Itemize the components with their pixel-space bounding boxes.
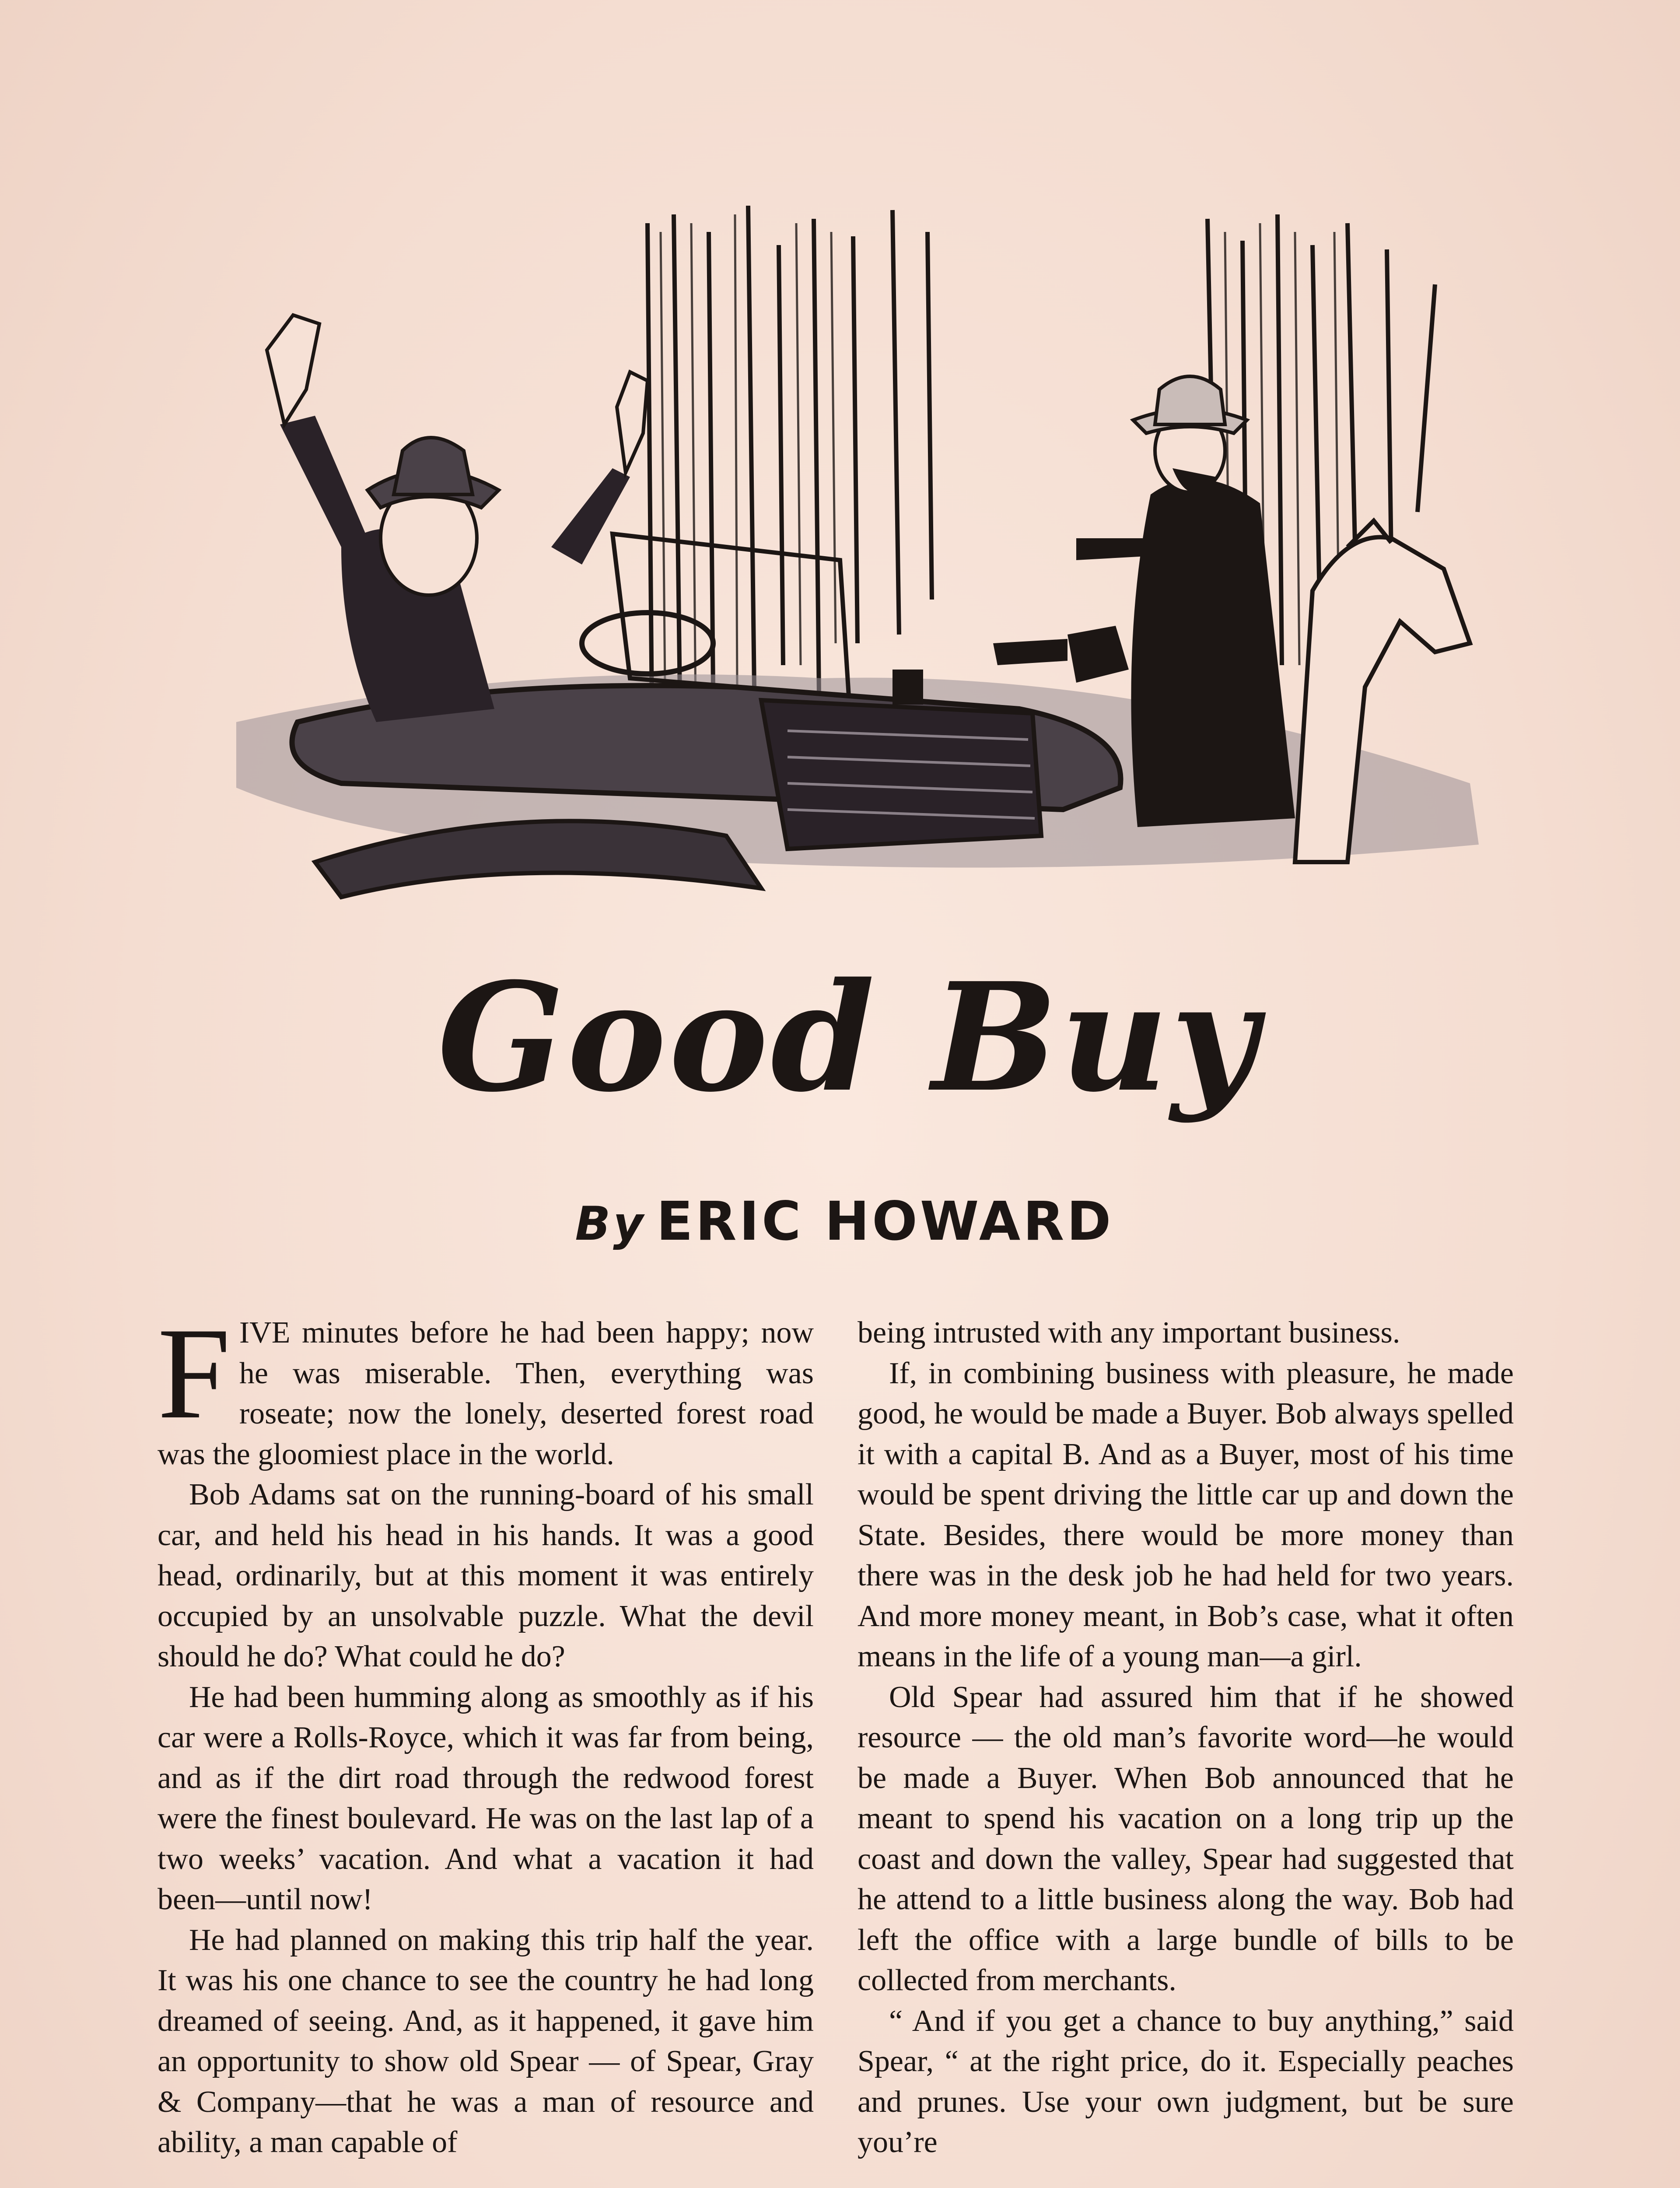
paragraph: being intrusted with any important business. bbox=[858, 1316, 1400, 1350]
svg-text:Good Buy: Good Buy bbox=[437, 950, 1260, 1125]
paragraph: He had been humming along as smoothly as if his car were a Rolls-Royce, which it was far from being, and as if the dirt road through the redwood forest were the finest boulevard. He was on the last lap of a two weeks’ vacation. And what a vacation it had been—until now! bbox=[158, 1680, 814, 1916]
drop-cap: F bbox=[158, 1313, 231, 1446]
paragraph: “ And if you get a chance to buy anything,” said Spear, “ at the right price, do it. Especially peaches and prunes. Use your own judgment, but be sure you’re bbox=[858, 2004, 1514, 2159]
story-title bbox=[385, 923, 1312, 1151]
holdup-illustration bbox=[210, 206, 1505, 923]
byline-prefix: By bbox=[575, 1197, 646, 1251]
paragraph: If, in combining business with pleasure, he made good, he would be made a Buyer. Bob always spelled it with a capital B. And as a Buyer, most of his time would be spent driving the little car up and down the State. Besides, there would be more money than there was in the desk job he had held for two years. And more money meant, in Bob’s case, what it often means in the life of a young man—a girl. bbox=[858, 1356, 1514, 1673]
paragraph: Old Spear had assured him that if he showed resource — the old man’s favorite word—he would be made a Buyer. When Bob announced that he meant to spend his vacation on a long trip up the coast and down the valley, Spear had suggested that he attend to a little business along the way. Bob had left the office with a large bundle of bills to be collected from merchants. bbox=[858, 1680, 1514, 1997]
author-name: ERIC HOWARD bbox=[656, 1190, 1114, 1252]
byline bbox=[569, 1190, 1120, 1260]
paragraph: FIVE minutes before he had been happy; now he was miserable. Then, everything was roseate; now the lonely, deserted forest road was the gloomiest place in the world. bbox=[158, 1313, 814, 1471]
paragraph: He had planned on making this trip half the year. It was his one chance to see the country he had long dreamed of seeing. And, as it happened, it gave him an opportunity to show old Spear — of Spear, Gray & Company—that he was a man of resource and ability, a man capable of bbox=[158, 1923, 814, 2159]
left-column bbox=[158, 1313, 814, 2188]
paragraph: Bob Adams sat on the running-board of his small car, and held his head in his hands. It was a good head, ordinarily, but at this moment it was entirely occupied by an unsolvable puzzle. What the devil should he do? What could he do? bbox=[158, 1478, 814, 1673]
right-column bbox=[858, 1313, 1514, 2188]
